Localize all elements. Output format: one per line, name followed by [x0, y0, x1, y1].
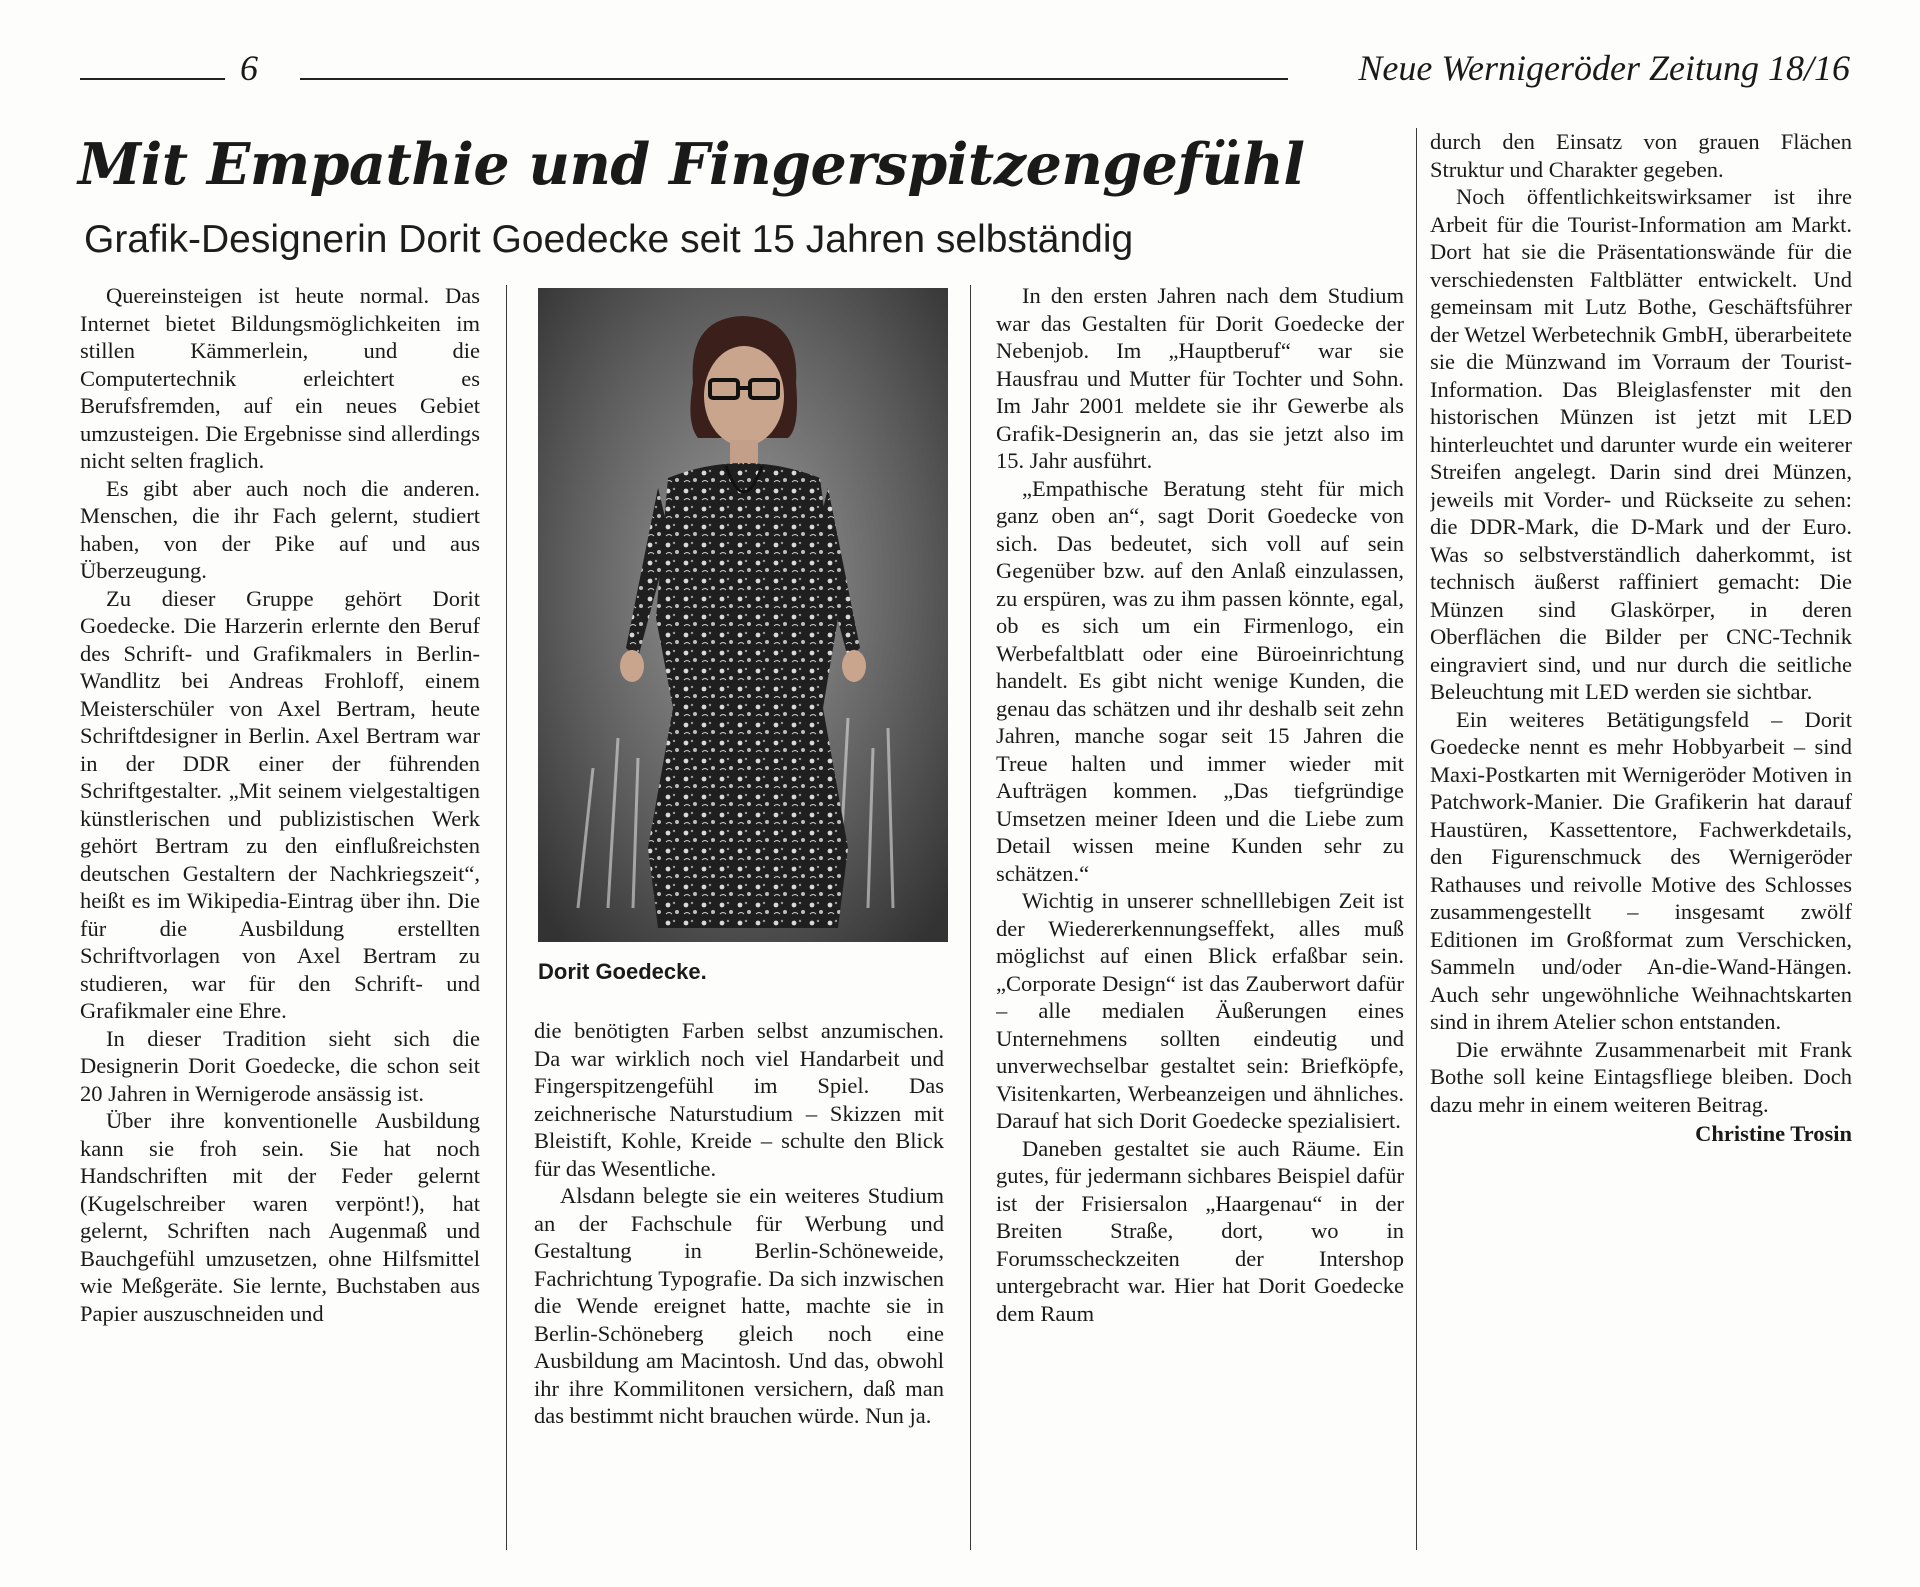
article-column-3	[996, 282, 1404, 1547]
article-headline: Mit Empathie und Fingerspitzengefühl	[78, 131, 1305, 198]
portrait-photo	[538, 288, 948, 942]
photo-caption: Dorit Goedecke.	[538, 959, 707, 984]
column-divider	[506, 285, 507, 1550]
paragraph: Zu dieser Gruppe gehört Dorit Goedecke. Die Harzerin erlernte den Beruf des Schrift- und Grafikmalers in Berlin-Wandlitz bei Andreas Frohloff, einem Meisterschüler von Axel Bertram, heute Schriftdesigner in Berlin. Axel Bertram war in der DDR einer der führenden Schriftgestalter. „Mit seinem vielgestaltigen künstlerischen und publizistischen Werk gehört Bertram zu den einflußreichsten deutschen Gestaltern der Nachkriegszeit“, heißt es im Wikipedia-Eintrag über ihn. Die für die Ausbildung erstellten Schriftvorlagen von Axel Bertram zu studieren, war für den Schrift- und Grafikmaler eine Ehre.	[80, 585, 480, 1023]
portrait-photo-image	[538, 288, 948, 942]
paragraph: Quereinsteigen ist heute normal. Das Internet bietet Bildungsmöglichkeiten im stillen Kämmerlein, und die Computertechnik erleichtert es Berufsfremden, auf ein neues Gebiet umzusteigen. Die Ergebnisse sind allerdings nicht selten fraglich.	[80, 283, 480, 473]
paragraph: Die erwähnte Zusammenarbeit mit Frank Bothe soll keine Eintagsfliege bleiben. Doch dazu mehr in einem weiteren Beitrag.	[1430, 1036, 1852, 1117]
paragraph: Alsdann belegte sie ein weiteres Studium an der Fachschule für Werbung und Gestaltung in Berlin-Schöneweide, Fachrichtung Typografie. Da sich inzwischen die Wende ereignet hatte, machte sie in Berlin-Schöneberg gleich noch eine Ausbildung am Macintosh. Und das, obwohl ihr ihre Kommilitonen versichern, daß man das bestimmt nicht brauchen würde. Nun ja.	[534, 1183, 944, 1428]
page-number: 6	[240, 48, 258, 88]
paragraph: Über ihre konventionelle Ausbildung kann sie froh sein. Sie hat noch Handschriften mit der Feder gelernt (Kugelschreiber waren verpönt!), hat gelernt, Schriften nach Augenmaß und Bauchgefühl umzusetzen, ohne Hilfsmittel wie Meßgeräte. Sie lernte, Buchstaben aus Papier auszuschneiden und	[80, 1108, 480, 1326]
paragraph: durch den Einsatz von grauen Flächen Struktur und Charakter gegeben.	[1430, 129, 1852, 182]
header-rule-middle	[300, 78, 1288, 80]
right-hand	[842, 650, 866, 682]
column-divider	[970, 285, 971, 1550]
paragraph: die benötigten Farben selbst anzumischen. Da war wirklich noch viel Handarbeit und Fingerspitzengefühl im Spiel. Das zeichnerische Naturstudium – Skizzen mit Bleistift, Kohle, Kreide – schulte den Blick für das Wesentliche.	[534, 1018, 944, 1181]
paragraph: Noch öffentlichkeitswirksamer ist ihre Arbeit für die Tourist-Information am Markt. Dort hat sie die Präsentationswände für die verschiedensten Faltblätter entwickelt. Und gemeinsam mit Lutz Bothe, Geschäftsführer der Wetzel Werbetechnik GmbH, überarbeitete sie die Münzwand im Vorraum der Tourist-Information. Das Bleiglasfenster mit den historischen Münzen ist jetzt mit LED hinterleuchtet und darunter wurde ein weiterer Streifen angelegt. Darin sind drei Münzen, jeweils mit Vorder- und Rückseite zu sehen: die DDR-Mark, die D-Mark und der Euro. Was so selbstverständlich daherkommt, ist technisch äußerst raffiniert gemacht: Die Münzen sind Glaskörper, in deren Oberflächen die Bilder per CNC-Technik eingraviert sind, und nur durch die seitliche Beleuchtung mit LED werden sie sichtbar.	[1430, 184, 1852, 704]
paragraph: „Empathische Beratung steht für mich ganz oben an“, sagt Dorit Goedecke von sich. Das bedeutet, sich voll auf sein Gegenüber bzw. auf den Anlaß einzulassen, zu erspüren, was zu ihm passen könnte, egal, ob es sich um ein Firmenlogo, ein Werbefaltblatt oder eine Büroeinrichtung handelt. Es gibt nicht wenige Kunden, die genau das schätzen und ihr deshalb seit zehn Jahren, manche sogar seit 15 Jahren die Treue halten und immer wieder mit Aufträgen kommen. „Das tiefgründige Umsetzen meiner Ideen und die Liebe zum Detail wissen meine Kunden sehr zu schätzen.“	[996, 475, 1404, 886]
article-column-1	[80, 282, 480, 1547]
paragraph: In den ersten Jahren nach dem Studium war das Gestalten für Dorit Goedecke der Nebenjob. Im „Hauptberuf“ war sie Hausfrau und Mutter für Tochter und Sohn. Im Jahr 2001 meldete sie ihr Gewerbe als Grafik-Designerin an, das sie jetzt also im 15. Jahr ausführt.	[996, 283, 1404, 473]
paragraph: Es gibt aber auch noch die anderen. Menschen, die ihr Fach gelernt, studiert haben, von der Pike auf und aus Überzeugung.	[80, 475, 480, 583]
paragraph: Wichtig in unserer schnelllebigen Zeit ist der Wiedererkennungseffekt, alles muß möglichst auf einen Blick erfaßbar sein. „Corporate Design“ ist das Zauberwort dafür – alle medialen Äußerungen eines Unternehmens sollten eindeutig und unverwechselbar gestaltet sein: Briefköpfe, Visitenkarten, Werbeanzeigen und ähnliches. Darauf hat sich Dorit Goedecke spezialisiert.	[996, 888, 1404, 1133]
paragraph: Ein weiteres Betätigungsfeld – Dorit Goedecke nennt es mehr Hobbyarbeit – sind Maxi-Postkarten mit Wernigeröder Motiven in Patchwork-Manier. Die Grafikerin hat darauf Haustüren, Kassettentore, Fachwerkdetails, den Figurenschmuck des Wernigeröder Rathauses und reivolle Motive des Schlosses zusammengestellt – insgesamt zwölf Editionen im Großformat zum Verschicken, Sammeln und/oder An-die-Wand-Hängen. Auch sehr ungewöhnliche Weihnachtskarten sind in ihrem Atelier schon entstanden.	[1430, 706, 1852, 1034]
neck-shape	[730, 440, 758, 464]
author-byline: Christine Trosin	[1695, 1121, 1852, 1146]
header-rule-left	[80, 78, 225, 80]
paragraph: In dieser Tradition sieht sich die Designerin Dorit Goedecke, die schon seit 20 Jahren in Wernigerode ansässig ist.	[80, 1025, 480, 1106]
paragraph: Daneben gestaltet sie auch Räume. Ein gutes, für jedermann sichbares Beispiel dafür ist der Frisiersalon „Haargenau“ in der Breiten Straße, dort, wo in Forumsscheckzeiten der Intershop untergebracht war. Hier hat Dorit Goedecke dem Raum	[996, 1135, 1404, 1326]
newspaper-name: Neue Wernigeröder Zeitung 18/16	[1358, 48, 1850, 88]
article-subheadline: Grafik-Designerin Dorit Goedecke seit 15 Jahren selbständig	[84, 218, 1134, 261]
left-hand	[620, 650, 644, 682]
column-divider	[1416, 128, 1417, 1550]
article-column-2	[534, 1017, 944, 1547]
article-column-4	[1430, 128, 1852, 1568]
